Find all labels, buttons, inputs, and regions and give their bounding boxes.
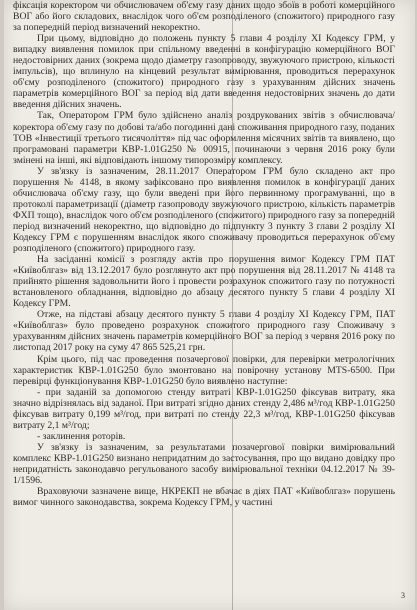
- paragraph: При цьому, відповідно до положень пункту 5 глави 4 розділу XI Кодексу ГРМ, у випадку виявлення помилок при спільному введенні в конфігурацію комерційного ВОГ недостовірних даних (зокрема щодо діаметру газопроводу, звужуючого пристрою, кількості імпульсів), що вплинуло на кінцевий результат вимірювання, проводиться перерахунок об'єму розподіленого (спожитого) природного газу з урахуванням дійсних значень параметрів комерційного ВОГ за період від дати введення недостовірних значень до дати введення дійсних значень.: [13, 33, 395, 111]
- paragraph: У зв'язку із зазначеним, 28.11.2017 Оператором ГРМ було складено акт про порушення № 4148, в якому зафіксовано про виявлення помилок в конфігурації даних обчислювача об'єму газу, що були введені при його первинному програмуванні, що в протоколі параметризації (діаметр газопроводу звужуючого пристрою, кількість параметрів ФХП тощо), внаслідок чого об'єм розподіленого (спожитого) природного газу за попередній період визначений некоректно, що відповідно до підпункту 3 пункту 3 глави 2 розділу XI Кодексу ГРМ є порушенням внаслідок якого споживачу проводиться перерахунок об'єму розподіленого (спожитого) природного газу.: [13, 165, 395, 255]
- paragraph: Враховуючи зазначене вище, НКРЕКП не вбачає в діях ПАТ «Київоблгаз» порушень вимог чинного законодавства, зокрема Кодексу ГРМ, у частині: [13, 486, 395, 509]
- page-number: 3: [401, 591, 405, 600]
- paragraph: Отже, на підставі абзацу десятого пункту 5 глави 4 розділу XI Кодексу ГРМ, ПАТ «Київоблгаз» було проведено розрахунок спожитого природного газу Споживачу з урахуванням дійсних значень параметрів комерційного ВОГ за період з червня 2016 року по листопад 2017 року на суму 47 865 525,21 грн.: [13, 309, 395, 354]
- paragraph: На засіданні комісії з розгляду актів про порушення вимог Кодексу ГРМ ПАТ «Київоблгаз» від 13.12.2017 було розглянуто акт про порушення від 28.11.2017 № 4148 та прийнято рішення задовольнити його і провести розрахунок спожитого газу по потужності встановленого обладнання, відповідно до абзацу десятого пункту 5 глави 4 розділу XI Кодексу ГРМ.: [13, 254, 395, 310]
- list-item: - заклинення роторів.: [37, 430, 126, 442]
- paragraph: У зв'язку із зазначеним, за результатами позачергової повірки вимірювальний комплекс КВР-1.01G250 визнано непридатним до застосування, про що видано довідку про непридатність законодавчо регульованого засобу вимірювальної техніки 04.12.2017 № 39-1/1596.: [13, 441, 395, 487]
- list-item: - при заданій за допомогою стенду витраті КВР-1.01G250 фіксував витрату, яка значно відрізнялась від заданої. При витраті згідно даних стенду 2,486 м³/год КВР-1.01G250 фіксував витрату 0,199 м³/год, при витраті по стенду 22,3 м³/год, КВР-1.01G250 фіксував витрату 2,1 м³/год;: [13, 386, 395, 431]
- paragraph: Крім цього, під час проведення позачергової повірки, для перевірки метрологічних характеристик КВР-1.01G250 було змонтовано на повірочну установу MTS-6500. При перевірці функціонування КВР-1.01G250 було виявлено наступне:: [13, 353, 395, 387]
- paragraph: фіксація коректором чи обчислювачем об'єму газу даних щодо збоїв в роботі комерційного ВОГ або його складових, внаслідок чого об'єм розподіленого (спожитого) природного газу за попередній період визначений некоректно.: [13, 0, 395, 34]
- document-page: [4, 0, 415, 610]
- paragraph: Так, Оператором ГРМ було здійснено аналіз роздрукованих звітів з обчислювача/коректора об'єму газу по добові та/або погодинні дані споживання природного газу, поданих ТОВ «Інвестиції третього тисячоліття» під час оформлення місячних звітів та виявлено, що програмовані параметри КВР-1.01G250 № 00915, починаючи з червня 2016 року були змінені на інші, які відповідають іншому типорозміру комплексу.: [13, 110, 395, 166]
- document-body: [13, 0, 395, 508]
